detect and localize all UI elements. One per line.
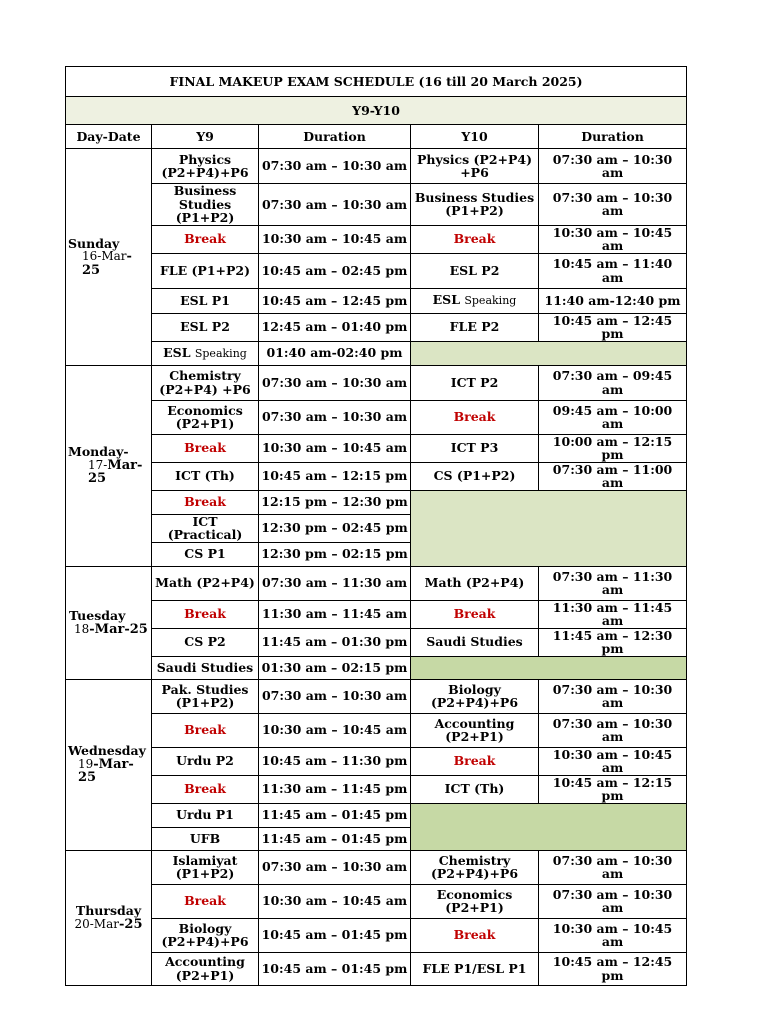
table-row xyxy=(66,434,687,462)
page-title: FINAL MAKEUP EXAM SCHEDULE (16 till 20 March 2025) xyxy=(66,67,687,97)
day-date xyxy=(68,758,149,785)
y9-subject: Urdu P2 xyxy=(152,747,259,775)
column-header-row xyxy=(66,125,687,149)
day-cell-sunday xyxy=(66,149,152,366)
y9-break: Break xyxy=(152,884,259,918)
exam-schedule-table xyxy=(65,66,687,986)
y9-duration: 12:30 pm – 02:45 pm xyxy=(259,514,411,542)
date-year: Mar-25 xyxy=(88,457,143,487)
y9-duration: 10:45 am – 02:45 pm xyxy=(259,253,411,288)
y10-duration: 07:30 am – 10:30 am xyxy=(539,884,687,918)
day-date xyxy=(68,918,149,932)
y9-break: Break xyxy=(152,775,259,803)
y10-break: Break xyxy=(411,225,539,253)
y9-duration: 11:30 am – 11:45 am xyxy=(259,600,411,628)
y9-subject: ICT (Th) xyxy=(152,462,259,490)
y10-duration: 11:30 am – 11:45 am xyxy=(539,600,687,628)
y9-subject: Math (P2+P4) xyxy=(152,566,259,600)
empty-slot xyxy=(411,490,687,566)
y10-subject: Business Studies (P1+P2) xyxy=(411,184,539,226)
y9-subject: ICT (Practical) xyxy=(152,514,259,542)
y9-subject: Accounting (P2+P1) xyxy=(152,952,259,985)
table-row xyxy=(66,803,687,827)
y9-subject: Biology (P2+P4)+P6 xyxy=(152,918,259,952)
date-part: 18 xyxy=(74,621,90,636)
y10-duration: 11:45 am – 12:30 pm xyxy=(539,628,687,656)
empty-slot xyxy=(411,803,687,850)
subtitle-row xyxy=(66,97,687,125)
y10-duration: 07:30 am – 10:30 am xyxy=(539,850,687,884)
table-row xyxy=(66,313,687,341)
date-year: -Mar-25 xyxy=(89,621,148,637)
table-row xyxy=(66,884,687,918)
y9-duration: 11:45 am – 01:30 pm xyxy=(259,628,411,656)
day-date xyxy=(68,250,149,277)
y9-subject xyxy=(152,341,259,365)
day-name: Tuesday xyxy=(69,608,126,623)
y9-duration: 10:30 am – 10:45 am xyxy=(259,434,411,462)
y10-subject: ESL P2 xyxy=(411,253,539,288)
y9-subject: Pak. Studies (P1+P2) xyxy=(152,679,259,713)
subject-qualifier: Speaking xyxy=(464,294,517,308)
subject-main: ESL xyxy=(163,344,191,360)
y10-duration: 07:30 am – 10:30 am xyxy=(539,679,687,713)
y9-duration: 07:30 am – 10:30 am xyxy=(259,184,411,226)
y9-duration: 10:30 am – 10:45 am xyxy=(259,884,411,918)
header-y9-duration: Duration xyxy=(259,125,411,149)
y10-subject: Economics (P2+P1) xyxy=(411,884,539,918)
y9-duration: 10:45 am – 11:30 pm xyxy=(259,747,411,775)
y9-subject: CS P2 xyxy=(152,628,259,656)
y10-duration: 10:45 am – 12:45 pm xyxy=(539,952,687,985)
y9-duration: 07:30 am – 10:30 am xyxy=(259,850,411,884)
y9-duration: 07:30 am – 10:30 am xyxy=(259,679,411,713)
date-part: 17- xyxy=(88,457,108,472)
y9-duration: 07:30 am – 10:30 am xyxy=(259,365,411,400)
y10-duration: 10:45 am – 11:40 am xyxy=(539,253,687,288)
date-part: 16-Mar xyxy=(82,249,127,263)
table-row xyxy=(66,149,687,184)
y10-subject: ICT P2 xyxy=(411,365,539,400)
date-year: -25 xyxy=(119,916,143,932)
empty-slot xyxy=(411,341,687,365)
table-row xyxy=(66,490,687,514)
day-name: Monday- xyxy=(68,444,129,460)
title-row xyxy=(66,67,687,97)
y9-subject: CS P1 xyxy=(152,542,259,566)
table-row xyxy=(66,713,687,747)
y10-subject: Chemistry (P2+P4)+P6 xyxy=(411,850,539,884)
day-date xyxy=(68,459,149,486)
y9-break: Break xyxy=(152,600,259,628)
date-part: 20-Mar xyxy=(74,916,119,931)
y10-duration: 10:45 am – 12:45 pm xyxy=(539,313,687,341)
y9-break: Break xyxy=(152,490,259,514)
y9-subject: ESL P1 xyxy=(152,288,259,313)
y9-duration: 07:30 am – 10:30 am xyxy=(259,400,411,434)
y9-duration: 07:30 am – 11:30 am xyxy=(259,566,411,600)
y10-subject: FLE P1/ESL P1 xyxy=(411,952,539,985)
y9-subject: Physics (P2+P4)+P6 xyxy=(152,149,259,184)
table-row xyxy=(66,775,687,803)
y9-duration: 01:30 am – 02:15 pm xyxy=(259,656,411,679)
table-row xyxy=(66,253,687,288)
day-date xyxy=(68,623,149,637)
y10-subject xyxy=(411,288,539,313)
y9-subject: Business Studies (P1+P2) xyxy=(152,184,259,226)
header-day-date: Day-Date xyxy=(66,125,152,149)
table-row xyxy=(66,288,687,313)
y10-break: Break xyxy=(411,747,539,775)
y10-subject: FLE P2 xyxy=(411,313,539,341)
y9-duration: 11:30 am – 11:45 pm xyxy=(259,775,411,803)
y10-subject: Physics (P2+P4) +P6 xyxy=(411,149,539,184)
header-y10: Y10 xyxy=(411,125,539,149)
y10-duration: 10:00 am – 12:15 pm xyxy=(539,434,687,462)
table-row xyxy=(66,656,687,679)
y9-subject: Economics (P2+P1) xyxy=(152,400,259,434)
y10-duration: 07:30 am – 10:30 am xyxy=(539,184,687,226)
y9-duration: 11:45 am – 01:45 pm xyxy=(259,827,411,850)
y10-duration: 10:30 am – 10:45 am xyxy=(539,747,687,775)
header-y9: Y9 xyxy=(152,125,259,149)
y9-duration: 01:40 am-02:40 pm xyxy=(259,341,411,365)
y10-subject: ICT (Th) xyxy=(411,775,539,803)
y10-duration: 10:45 am – 12:15 pm xyxy=(539,775,687,803)
empty-slot xyxy=(411,656,687,679)
y10-duration: 09:45 am – 10:00 am xyxy=(539,400,687,434)
y9-duration: 10:45 am – 01:45 pm xyxy=(259,918,411,952)
y10-subject: Math (P2+P4) xyxy=(411,566,539,600)
table-row xyxy=(66,462,687,490)
y10-break: Break xyxy=(411,400,539,434)
y9-duration: 10:30 am – 10:45 am xyxy=(259,713,411,747)
y9-subject: Islamiyat (P1+P2) xyxy=(152,850,259,884)
table-row xyxy=(66,341,687,365)
date-year: -Mar-25 xyxy=(78,756,134,786)
y10-break: Break xyxy=(411,600,539,628)
y10-duration: 07:30 am – 10:30 am xyxy=(539,149,687,184)
y10-subject: Biology (P2+P4)+P6 xyxy=(411,679,539,713)
table-row xyxy=(66,566,687,600)
subject-main: ESL xyxy=(432,292,460,308)
y9-duration: 10:45 am – 12:15 pm xyxy=(259,462,411,490)
table-row xyxy=(66,850,687,884)
y9-subject: ESL P2 xyxy=(152,313,259,341)
y10-subject: ICT P3 xyxy=(411,434,539,462)
y10-duration: 07:30 am – 11:30 am xyxy=(539,566,687,600)
table-row xyxy=(66,365,687,400)
y9-duration: 10:45 am – 12:45 pm xyxy=(259,288,411,313)
y9-duration: 10:30 am – 10:45 am xyxy=(259,225,411,253)
day-cell-tuesday xyxy=(66,566,152,679)
day-name: Sunday xyxy=(68,235,120,251)
table-row xyxy=(66,747,687,775)
day-cell-monday xyxy=(66,365,152,566)
table-row xyxy=(66,679,687,713)
y9-duration: 12:15 pm – 12:30 pm xyxy=(259,490,411,514)
y9-subject: Urdu P1 xyxy=(152,803,259,827)
day-name: Wednesday xyxy=(68,743,146,759)
y10-duration: 07:30 am – 10:30 am xyxy=(539,713,687,747)
day-cell-wednesday xyxy=(66,679,152,850)
y9-subject: UFB xyxy=(152,827,259,850)
y9-subject: FLE (P1+P2) xyxy=(152,253,259,288)
y9-subject: Saudi Studies xyxy=(152,656,259,679)
y9-break: Break xyxy=(152,225,259,253)
y9-subject: Chemistry (P2+P4) +P6 xyxy=(152,365,259,400)
header-y10-duration: Duration xyxy=(539,125,687,149)
y9-duration: 12:30 pm – 02:15 pm xyxy=(259,542,411,566)
y10-duration: 07:30 am – 09:45 am xyxy=(539,365,687,400)
y10-subject: Saudi Studies xyxy=(411,628,539,656)
y9-duration: 11:45 am – 01:45 pm xyxy=(259,803,411,827)
day-name: Thursday xyxy=(75,903,142,918)
y10-duration: 11:40 am-12:40 pm xyxy=(539,288,687,313)
table-row xyxy=(66,628,687,656)
y9-break: Break xyxy=(152,434,259,462)
y9-duration: 10:45 am – 01:45 pm xyxy=(259,952,411,985)
y10-duration: 10:30 am – 10:45 am xyxy=(539,225,687,253)
y10-break: Break xyxy=(411,918,539,952)
table-row xyxy=(66,600,687,628)
y9-break: Break xyxy=(152,713,259,747)
date-part: 19 xyxy=(78,756,94,771)
date-year: -25 xyxy=(82,249,132,278)
table-row xyxy=(66,400,687,434)
table-row xyxy=(66,184,687,226)
table-row xyxy=(66,952,687,985)
year-group-heading: Y9-Y10 xyxy=(66,97,687,125)
y10-subject: CS (P1+P2) xyxy=(411,462,539,490)
y10-subject: Accounting (P2+P1) xyxy=(411,713,539,747)
y9-duration: 12:45 am – 01:40 pm xyxy=(259,313,411,341)
y10-duration: 07:30 am – 11:00 am xyxy=(539,462,687,490)
table-row xyxy=(66,918,687,952)
subject-qualifier: Speaking xyxy=(194,346,247,360)
y9-duration: 07:30 am – 10:30 am xyxy=(259,149,411,184)
table-row xyxy=(66,225,687,253)
y10-duration: 10:30 am – 10:45 am xyxy=(539,918,687,952)
day-cell-thursday xyxy=(66,850,152,985)
